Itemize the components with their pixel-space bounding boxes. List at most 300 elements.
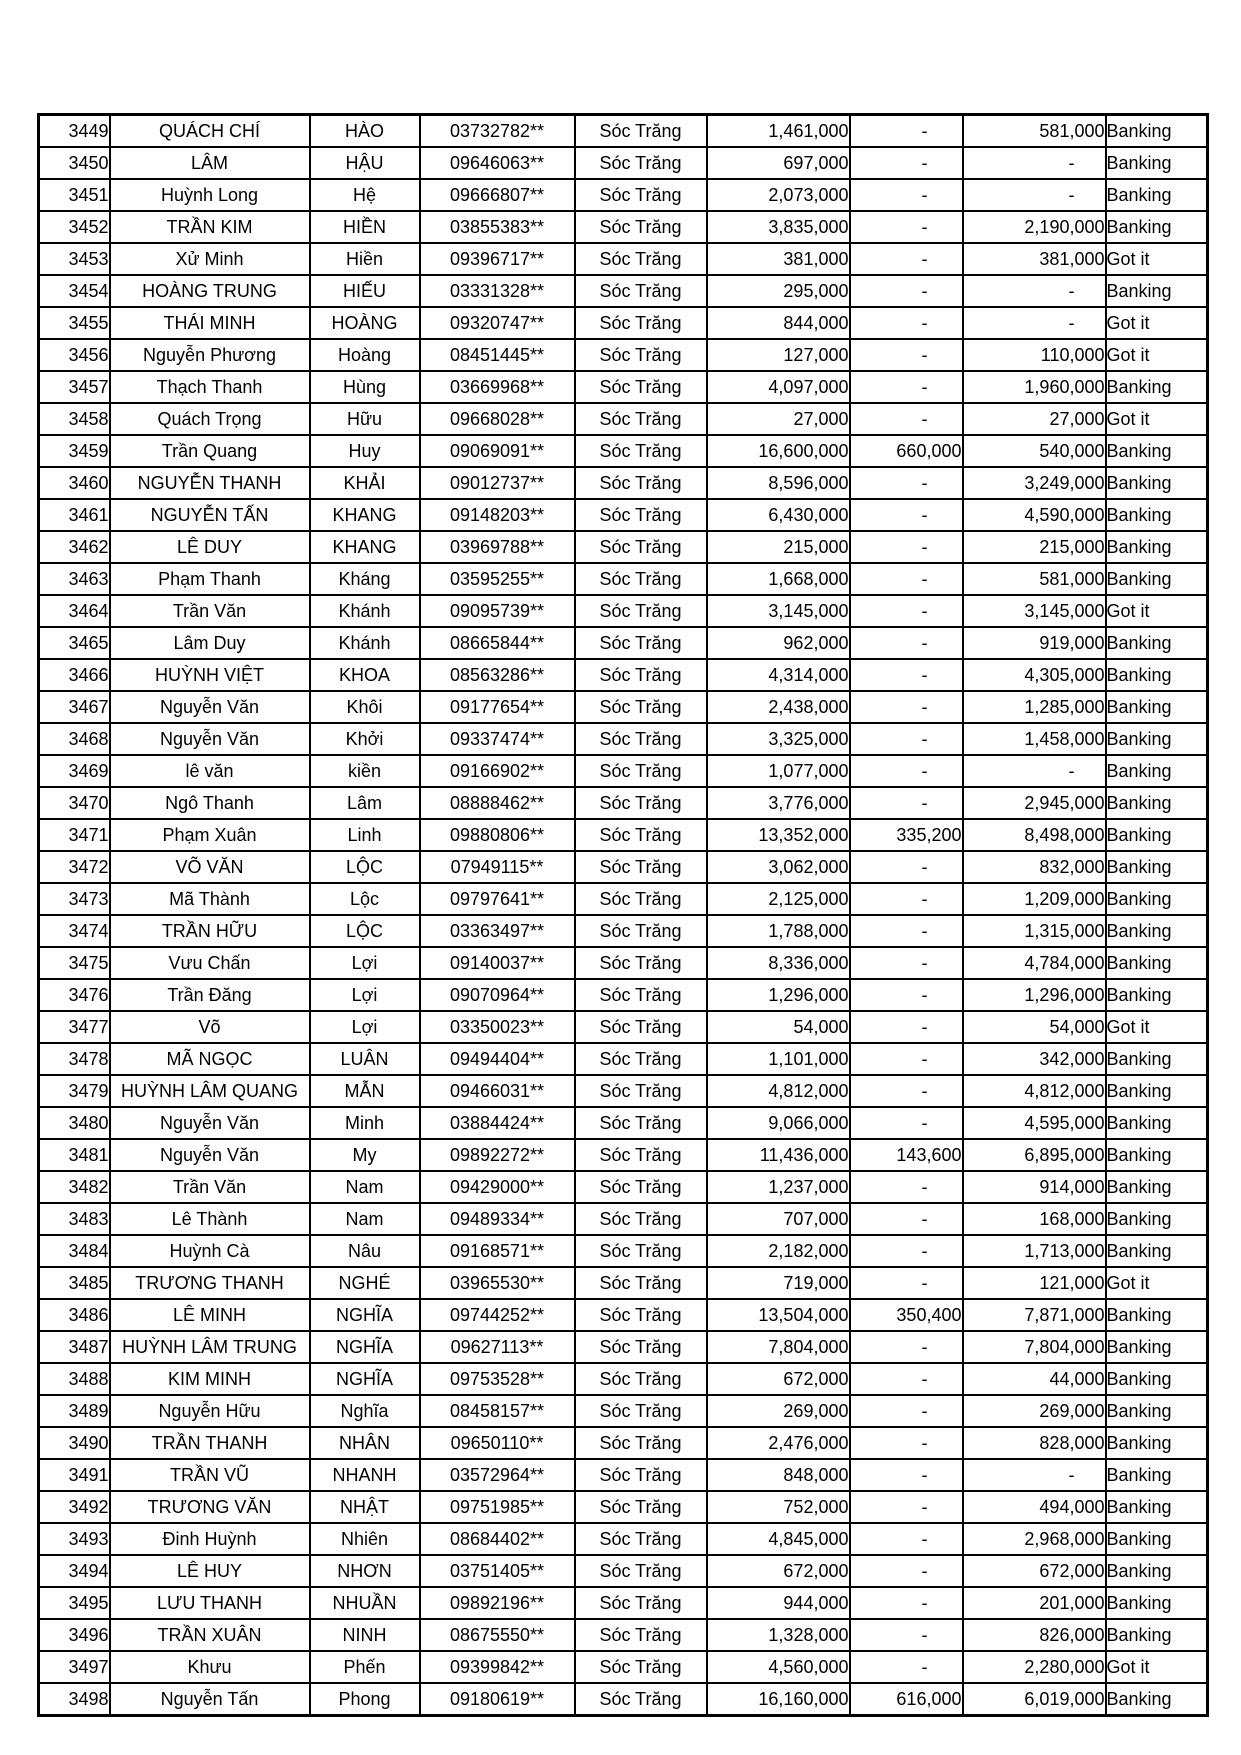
cell-phone-masked: 09650110**	[420, 1427, 575, 1459]
cell-name-part2: Khánh	[310, 627, 420, 659]
cell-province: Sóc Trăng	[575, 1235, 707, 1267]
cell-phone-masked: 08675550**	[420, 1619, 575, 1651]
table-row	[39, 1683, 1208, 1716]
cell-amount-3: 27,000	[963, 403, 1106, 435]
cell-province: Sóc Trăng	[575, 307, 707, 339]
cell-amount-1: 2,182,000	[707, 1235, 850, 1267]
cell-row-number: 3466	[39, 659, 110, 691]
cell-name-part1: Quách Trọng	[110, 403, 310, 435]
cell-name-part1: TRƯƠNG VĂN	[110, 1491, 310, 1523]
cell-row-number: 3460	[39, 467, 110, 499]
cell-amount-2: -	[850, 1427, 963, 1459]
cell-amount-2: -	[850, 787, 963, 819]
cell-province: Sóc Trăng	[575, 691, 707, 723]
cell-row-number: 3452	[39, 211, 110, 243]
cell-amount-2: -	[850, 1523, 963, 1555]
cell-amount-1: 4,845,000	[707, 1523, 850, 1555]
cell-status: Banking	[1106, 499, 1208, 531]
table-row	[39, 1331, 1208, 1363]
cell-name-part1: Huỳnh Cà	[110, 1235, 310, 1267]
cell-amount-2: 335,200	[850, 819, 963, 851]
cell-amount-1: 295,000	[707, 275, 850, 307]
cell-amount-2: -	[850, 723, 963, 755]
cell-name-part2: Hoàng	[310, 339, 420, 371]
cell-row-number: 3488	[39, 1363, 110, 1395]
cell-amount-1: 4,097,000	[707, 371, 850, 403]
cell-name-part1: LÊ HUY	[110, 1555, 310, 1587]
cell-status: Banking	[1106, 1619, 1208, 1651]
table-row	[39, 307, 1208, 339]
cell-amount-3: -	[963, 147, 1106, 179]
cell-amount-3: 4,812,000	[963, 1075, 1106, 1107]
cell-amount-2: -	[850, 979, 963, 1011]
cell-phone-masked: 09494404**	[420, 1043, 575, 1075]
cell-amount-1: 1,328,000	[707, 1619, 850, 1651]
table-row	[39, 1523, 1208, 1555]
cell-row-number: 3471	[39, 819, 110, 851]
cell-province: Sóc Trăng	[575, 1139, 707, 1171]
cell-province: Sóc Trăng	[575, 371, 707, 403]
cell-name-part2: LUÂN	[310, 1043, 420, 1075]
cell-name-part1: MÃ NGỌC	[110, 1043, 310, 1075]
cell-amount-1: 381,000	[707, 243, 850, 275]
cell-amount-2: -	[850, 1011, 963, 1043]
cell-name-part1: Vưu Chấn	[110, 947, 310, 979]
cell-phone-masked: 09166902**	[420, 755, 575, 787]
cell-amount-1: 54,000	[707, 1011, 850, 1043]
cell-row-number: 3461	[39, 499, 110, 531]
cell-name-part2: Linh	[310, 819, 420, 851]
cell-amount-3: 44,000	[963, 1363, 1106, 1395]
cell-status: Banking	[1106, 723, 1208, 755]
cell-amount-1: 752,000	[707, 1491, 850, 1523]
table-row	[39, 1651, 1208, 1683]
cell-status: Banking	[1106, 883, 1208, 915]
table-row	[39, 1427, 1208, 1459]
cell-name-part1: Khưu	[110, 1651, 310, 1683]
cell-amount-2: -	[850, 531, 963, 563]
cell-name-part2: HIỀN	[310, 211, 420, 243]
cell-amount-3: 168,000	[963, 1203, 1106, 1235]
cell-name-part1: Thạch Thanh	[110, 371, 310, 403]
cell-phone-masked: 03884424**	[420, 1107, 575, 1139]
cell-amount-1: 1,101,000	[707, 1043, 850, 1075]
cell-name-part1: TRẦN THANH	[110, 1427, 310, 1459]
cell-row-number: 3469	[39, 755, 110, 787]
cell-phone-masked: 09396717**	[420, 243, 575, 275]
cell-amount-3: -	[963, 275, 1106, 307]
cell-amount-2: -	[850, 563, 963, 595]
cell-amount-2: -	[850, 659, 963, 691]
cell-status: Banking	[1106, 1139, 1208, 1171]
cell-name-part1: Trần Đăng	[110, 979, 310, 1011]
cell-row-number: 3456	[39, 339, 110, 371]
cell-status: Banking	[1106, 787, 1208, 819]
cell-province: Sóc Trăng	[575, 1107, 707, 1139]
cell-name-part1: Nguyễn Văn	[110, 1107, 310, 1139]
cell-name-part1: LÊ DUY	[110, 531, 310, 563]
cell-name-part1: TRẦN VŨ	[110, 1459, 310, 1491]
cell-name-part2: HÀO	[310, 115, 420, 148]
cell-status: Banking	[1106, 1587, 1208, 1619]
cell-phone-masked: 09168571**	[420, 1235, 575, 1267]
cell-province: Sóc Trăng	[575, 1395, 707, 1427]
table-row	[39, 1043, 1208, 1075]
cell-amount-2: -	[850, 1395, 963, 1427]
cell-phone-masked: 08888462**	[420, 787, 575, 819]
cell-name-part2: Hệ	[310, 179, 420, 211]
cell-amount-3: 4,784,000	[963, 947, 1106, 979]
cell-row-number: 3489	[39, 1395, 110, 1427]
cell-name-part1: Nguyễn Tấn	[110, 1683, 310, 1716]
cell-amount-1: 1,237,000	[707, 1171, 850, 1203]
cell-province: Sóc Trăng	[575, 563, 707, 595]
cell-amount-3: 4,305,000	[963, 659, 1106, 691]
cell-name-part2: Huy	[310, 435, 420, 467]
cell-province: Sóc Trăng	[575, 851, 707, 883]
cell-province: Sóc Trăng	[575, 1331, 707, 1363]
cell-row-number: 3468	[39, 723, 110, 755]
cell-name-part2: Nâu	[310, 1235, 420, 1267]
cell-amount-1: 7,804,000	[707, 1331, 850, 1363]
cell-amount-1: 3,062,000	[707, 851, 850, 883]
cell-name-part1: NGUYỄN THANH	[110, 467, 310, 499]
cell-province: Sóc Trăng	[575, 1011, 707, 1043]
cell-name-part1: Phạm Xuân	[110, 819, 310, 851]
cell-province: Sóc Trăng	[575, 1171, 707, 1203]
cell-amount-1: 9,066,000	[707, 1107, 850, 1139]
cell-name-part1: VÕ VĂN	[110, 851, 310, 883]
cell-status: Banking	[1106, 1107, 1208, 1139]
cell-name-part2: Hiền	[310, 243, 420, 275]
table-row	[39, 915, 1208, 947]
cell-amount-3: 1,713,000	[963, 1235, 1106, 1267]
cell-amount-3: 2,280,000	[963, 1651, 1106, 1683]
cell-amount-2: -	[850, 851, 963, 883]
cell-name-part1: HUỲNH LÂM TRUNG	[110, 1331, 310, 1363]
cell-amount-2: -	[850, 1363, 963, 1395]
cell-province: Sóc Trăng	[575, 883, 707, 915]
cell-name-part2: NGHÉ	[310, 1267, 420, 1299]
cell-status: Banking	[1106, 1235, 1208, 1267]
cell-province: Sóc Trăng	[575, 819, 707, 851]
cell-amount-3: 540,000	[963, 435, 1106, 467]
cell-amount-3: 581,000	[963, 115, 1106, 148]
cell-amount-3: 914,000	[963, 1171, 1106, 1203]
cell-phone-masked: 09753528**	[420, 1363, 575, 1395]
cell-amount-3: 7,804,000	[963, 1331, 1106, 1363]
cell-name-part1: TRẦN HỮU	[110, 915, 310, 947]
cell-phone-masked: 07949115**	[420, 851, 575, 883]
cell-name-part1: Trần Quang	[110, 435, 310, 467]
cell-amount-3: 110,000	[963, 339, 1106, 371]
cell-province: Sóc Trăng	[575, 115, 707, 148]
cell-amount-2: -	[850, 595, 963, 627]
cell-name-part2: Lâm	[310, 787, 420, 819]
cell-phone-masked: 03363497**	[420, 915, 575, 947]
cell-name-part1: QUÁCH CHÍ	[110, 115, 310, 148]
cell-amount-3: 1,209,000	[963, 883, 1106, 915]
cell-name-part2: Phong	[310, 1683, 420, 1716]
cell-province: Sóc Trăng	[575, 1587, 707, 1619]
cell-province: Sóc Trăng	[575, 787, 707, 819]
cell-row-number: 3485	[39, 1267, 110, 1299]
table-row	[39, 243, 1208, 275]
table-row	[39, 1459, 1208, 1491]
cell-name-part1: LÊ MINH	[110, 1299, 310, 1331]
table-row	[39, 1139, 1208, 1171]
cell-name-part2: NGHĨA	[310, 1331, 420, 1363]
cell-name-part1: Đinh Huỳnh	[110, 1523, 310, 1555]
table-row	[39, 1203, 1208, 1235]
cell-name-part1: Trần Văn	[110, 595, 310, 627]
cell-status: Banking	[1106, 915, 1208, 947]
cell-name-part1: THÁI MINH	[110, 307, 310, 339]
table-row	[39, 787, 1208, 819]
cell-status: Banking	[1106, 147, 1208, 179]
cell-phone-masked: 09892196**	[420, 1587, 575, 1619]
cell-status: Banking	[1106, 1683, 1208, 1716]
cell-amount-2: -	[850, 1491, 963, 1523]
cell-amount-1: 4,560,000	[707, 1651, 850, 1683]
table-row	[39, 563, 1208, 595]
cell-amount-1: 848,000	[707, 1459, 850, 1491]
cell-amount-3: 6,895,000	[963, 1139, 1106, 1171]
cell-name-part1: HUỲNH VIỆT	[110, 659, 310, 691]
cell-amount-1: 11,436,000	[707, 1139, 850, 1171]
cell-row-number: 3459	[39, 435, 110, 467]
cell-row-number: 3498	[39, 1683, 110, 1716]
cell-amount-1: 269,000	[707, 1395, 850, 1427]
cell-amount-1: 697,000	[707, 147, 850, 179]
cell-status: Banking	[1106, 851, 1208, 883]
cell-row-number: 3479	[39, 1075, 110, 1107]
cell-name-part2: LỘC	[310, 851, 420, 883]
cell-amount-1: 3,776,000	[707, 787, 850, 819]
cell-name-part2: kiền	[310, 755, 420, 787]
table-row	[39, 435, 1208, 467]
cell-row-number: 3450	[39, 147, 110, 179]
cell-row-number: 3482	[39, 1171, 110, 1203]
cell-status: Banking	[1106, 1523, 1208, 1555]
cell-amount-1: 4,812,000	[707, 1075, 850, 1107]
cell-name-part1: HUỲNH LÂM QUANG	[110, 1075, 310, 1107]
cell-amount-1: 8,336,000	[707, 947, 850, 979]
cell-province: Sóc Trăng	[575, 147, 707, 179]
cell-row-number: 3470	[39, 787, 110, 819]
table-row	[39, 1395, 1208, 1427]
cell-status: Banking	[1106, 691, 1208, 723]
cell-amount-3: -	[963, 755, 1106, 787]
cell-phone-masked: 09148203**	[420, 499, 575, 531]
table-row	[39, 819, 1208, 851]
cell-amount-3: 919,000	[963, 627, 1106, 659]
cell-status: Banking	[1106, 1043, 1208, 1075]
cell-amount-3: 342,000	[963, 1043, 1106, 1075]
table-row	[39, 947, 1208, 979]
cell-amount-2: -	[850, 883, 963, 915]
cell-amount-3: 3,249,000	[963, 467, 1106, 499]
cell-status: Got it	[1106, 1011, 1208, 1043]
cell-name-part2: Kháng	[310, 563, 420, 595]
cell-phone-masked: 09880806**	[420, 819, 575, 851]
cell-province: Sóc Trăng	[575, 211, 707, 243]
cell-row-number: 3497	[39, 1651, 110, 1683]
cell-amount-2: -	[850, 691, 963, 723]
cell-name-part2: Phến	[310, 1651, 420, 1683]
cell-amount-3: -	[963, 307, 1106, 339]
cell-name-part1: Nguyễn Văn	[110, 723, 310, 755]
cell-name-part1: NGUYỄN TẤN	[110, 499, 310, 531]
cell-phone-masked: 03969788**	[420, 531, 575, 563]
cell-status: Got it	[1106, 595, 1208, 627]
cell-amount-2: -	[850, 755, 963, 787]
cell-name-part2: Nam	[310, 1203, 420, 1235]
cell-province: Sóc Trăng	[575, 1555, 707, 1587]
cell-status: Banking	[1106, 531, 1208, 563]
cell-row-number: 3476	[39, 979, 110, 1011]
cell-amount-1: 16,600,000	[707, 435, 850, 467]
cell-phone-masked: 08451445**	[420, 339, 575, 371]
table-row	[39, 1235, 1208, 1267]
cell-amount-2: -	[850, 211, 963, 243]
cell-name-part2: NGHĨA	[310, 1299, 420, 1331]
cell-name-part1: TRẦN KIM	[110, 211, 310, 243]
cell-amount-2: 350,400	[850, 1299, 963, 1331]
cell-name-part2: Lợi	[310, 1011, 420, 1043]
cell-row-number: 3454	[39, 275, 110, 307]
cell-name-part2: Minh	[310, 1107, 420, 1139]
cell-phone-masked: 03331328**	[420, 275, 575, 307]
table-row	[39, 275, 1208, 307]
cell-name-part1: lê văn	[110, 755, 310, 787]
cell-phone-masked: 09069091**	[420, 435, 575, 467]
cell-amount-1: 16,160,000	[707, 1683, 850, 1716]
cell-row-number: 3486	[39, 1299, 110, 1331]
cell-status: Banking	[1106, 1459, 1208, 1491]
cell-status: Banking	[1106, 115, 1208, 148]
cell-phone-masked: 08563286**	[420, 659, 575, 691]
cell-province: Sóc Trăng	[575, 1491, 707, 1523]
cell-amount-2: -	[850, 1075, 963, 1107]
cell-row-number: 3455	[39, 307, 110, 339]
cell-status: Banking	[1106, 275, 1208, 307]
table-row	[39, 1299, 1208, 1331]
cell-amount-1: 13,352,000	[707, 819, 850, 851]
table-row	[39, 979, 1208, 1011]
cell-status: Banking	[1106, 1395, 1208, 1427]
cell-name-part1: Ngô Thanh	[110, 787, 310, 819]
cell-province: Sóc Trăng	[575, 1203, 707, 1235]
cell-phone-masked: 03965530**	[420, 1267, 575, 1299]
table-row	[39, 1491, 1208, 1523]
cell-amount-1: 2,125,000	[707, 883, 850, 915]
cell-province: Sóc Trăng	[575, 1619, 707, 1651]
cell-province: Sóc Trăng	[575, 339, 707, 371]
cell-amount-1: 719,000	[707, 1267, 850, 1299]
cell-amount-1: 844,000	[707, 307, 850, 339]
cell-province: Sóc Trăng	[575, 1523, 707, 1555]
cell-phone-masked: 09466031**	[420, 1075, 575, 1107]
cell-amount-1: 4,314,000	[707, 659, 850, 691]
cell-province: Sóc Trăng	[575, 659, 707, 691]
cell-row-number: 3467	[39, 691, 110, 723]
cell-phone-masked: 09337474**	[420, 723, 575, 755]
cell-amount-2: -	[850, 467, 963, 499]
cell-amount-3: 1,960,000	[963, 371, 1106, 403]
cell-status: Banking	[1106, 371, 1208, 403]
cell-amount-3: 201,000	[963, 1587, 1106, 1619]
cell-row-number: 3473	[39, 883, 110, 915]
table-row	[39, 467, 1208, 499]
table-row	[39, 371, 1208, 403]
cell-amount-3: 581,000	[963, 563, 1106, 595]
cell-amount-3: 2,968,000	[963, 1523, 1106, 1555]
cell-province: Sóc Trăng	[575, 1267, 707, 1299]
cell-name-part1: Phạm Thanh	[110, 563, 310, 595]
cell-amount-3: 269,000	[963, 1395, 1106, 1427]
cell-amount-2: -	[850, 275, 963, 307]
cell-amount-3: 832,000	[963, 851, 1106, 883]
cell-name-part2: Nhiên	[310, 1523, 420, 1555]
cell-amount-2: -	[850, 1459, 963, 1491]
cell-amount-2: -	[850, 179, 963, 211]
cell-name-part2: NHUẦN	[310, 1587, 420, 1619]
cell-amount-3: 4,595,000	[963, 1107, 1106, 1139]
table-row	[39, 723, 1208, 755]
cell-name-part2: NHẬT	[310, 1491, 420, 1523]
cell-phone-masked: 09399842**	[420, 1651, 575, 1683]
cell-status: Banking	[1106, 179, 1208, 211]
cell-amount-2: -	[850, 371, 963, 403]
cell-amount-3: 2,945,000	[963, 787, 1106, 819]
cell-amount-1: 13,504,000	[707, 1299, 850, 1331]
table-body	[39, 115, 1208, 1716]
cell-province: Sóc Trăng	[575, 1363, 707, 1395]
cell-province: Sóc Trăng	[575, 1651, 707, 1683]
cell-phone-masked: 08458157**	[420, 1395, 575, 1427]
cell-phone-masked: 09797641**	[420, 883, 575, 915]
cell-row-number: 3477	[39, 1011, 110, 1043]
cell-name-part1: Nguyễn Văn	[110, 691, 310, 723]
cell-province: Sóc Trăng	[575, 755, 707, 787]
cell-amount-2: -	[850, 1107, 963, 1139]
cell-name-part1: TRẦN XUÂN	[110, 1619, 310, 1651]
cell-amount-2: -	[850, 1171, 963, 1203]
cell-amount-1: 1,461,000	[707, 115, 850, 148]
cell-name-part2: Nghĩa	[310, 1395, 420, 1427]
cell-phone-masked: 08684402**	[420, 1523, 575, 1555]
cell-status: Banking	[1106, 947, 1208, 979]
cell-amount-3: 7,871,000	[963, 1299, 1106, 1331]
table-row	[39, 1075, 1208, 1107]
cell-name-part2: KHANG	[310, 531, 420, 563]
table-row	[39, 691, 1208, 723]
cell-phone-masked: 03669968**	[420, 371, 575, 403]
cell-amount-1: 3,325,000	[707, 723, 850, 755]
cell-row-number: 3481	[39, 1139, 110, 1171]
cell-phone-masked: 08665844**	[420, 627, 575, 659]
cell-amount-3: -	[963, 1459, 1106, 1491]
cell-amount-3: 1,315,000	[963, 915, 1106, 947]
table-row	[39, 211, 1208, 243]
cell-name-part2: HOÀNG	[310, 307, 420, 339]
cell-amount-2: -	[850, 1043, 963, 1075]
cell-amount-2: -	[850, 947, 963, 979]
cell-name-part2: LỘC	[310, 915, 420, 947]
cell-amount-2: -	[850, 915, 963, 947]
cell-province: Sóc Trăng	[575, 947, 707, 979]
